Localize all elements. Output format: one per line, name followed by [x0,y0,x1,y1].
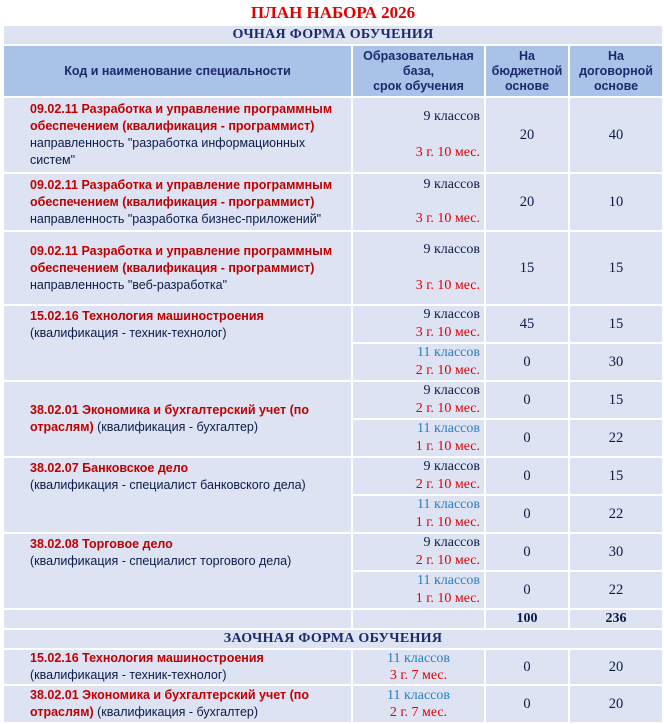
budget-cell: 0 [485,457,569,495]
part-time-section-title: ЗАОЧНАЯ ФОРМА ОБУЧЕНИЯ [3,629,663,649]
total-contract: 236 [569,609,663,629]
contract-cell: 15 [569,381,663,419]
base-cell: 11 классов 1 г. 10 мес. [352,495,485,533]
budget-cell: 0 [485,419,569,457]
budget-cell: 0 [485,343,569,381]
contract-cell: 15 [569,305,663,343]
table-row [3,685,663,723]
base-cell: 9 классов 3 г. 10 мес. [352,231,485,305]
base-cell: 9 классов 3 г. 10 мес. [352,305,485,343]
contract-cell: 22 [569,571,663,609]
page-title: ПЛАН НАБОРА 2026 [3,1,663,25]
budget-cell: 0 [485,649,569,685]
header-base: Образовательная база, срок обучения [352,45,485,97]
base-cell: 11 классов 2 г. 10 мес. [352,343,485,381]
base-cell: 9 классов 2 г. 10 мес. [352,533,485,571]
total-budget: 100 [485,609,569,629]
table-row [3,533,663,571]
specialty-cell: 09.02.11 Разработка и управление программным обеспечением (квалификация - программист) направленность "разработка информационных систем" [3,97,352,173]
budget-cell: 0 [485,571,569,609]
table-row [3,305,663,343]
budget-cell: 0 [485,495,569,533]
budget-cell: 45 [485,305,569,343]
contract-cell: 20 [569,649,663,685]
budget-cell: 0 [485,381,569,419]
base-cell: 11 классов 1 г. 10 мес. [352,419,485,457]
table-row [3,381,663,419]
budget-cell: 15 [485,231,569,305]
contract-cell: 40 [569,97,663,173]
header-budget: На бюджетной основе [485,45,569,97]
specialty-cell: 09.02.11 Разработка и управление программным обеспечением (квалификация - программист) направленность "веб-разработка" [3,231,352,305]
specialty-cell: 38.02.01 Экономика и бухгалтерский учет (по отраслям) (квалификация - бухгалтер) [3,685,352,723]
contract-cell: 22 [569,495,663,533]
base-cell: 9 классов 3 г. 10 мес. [352,173,485,231]
specialty-cell: 15.02.16 Технология машиностроения (квалификация - техник-технолог) [3,305,352,381]
full-time-section-title: ОЧНАЯ ФОРМА ОБУЧЕНИЯ [3,25,663,45]
table-row [3,231,663,305]
contract-cell: 15 [569,231,663,305]
contract-cell: 10 [569,173,663,231]
base-cell: 9 классов 2 г. 10 мес. [352,457,485,495]
specialty-cell: 09.02.11 Разработка и управление программным обеспечением (квалификация - программист) направленность "разработка бизнес-приложений" [3,173,352,231]
specialty-cell: 38.02.07 Банковское дело (квалификация - специалист банковского дела) [3,457,352,533]
contract-cell: 20 [569,685,663,723]
table-row [3,649,663,685]
contract-cell: 15 [569,457,663,495]
header-specialty: Код и наименование специальности [3,45,352,97]
admission-plan-table [2,0,664,724]
contract-cell: 30 [569,343,663,381]
budget-cell: 0 [485,533,569,571]
specialty-cell: 38.02.08 Торговое дело (квалификация - специалист торгового дела) [3,533,352,609]
base-cell: 11 классов 3 г. 7 мес. [352,649,485,685]
table-row [3,97,663,173]
base-cell: 11 классов 1 г. 10 мес. [352,571,485,609]
specialty-cell: 38.02.01 Экономика и бухгалтерский учет (по отраслям) (квалификация - бухгалтер) [3,381,352,457]
contract-cell: 30 [569,533,663,571]
base-cell: 9 классов 2 г. 10 мес. [352,381,485,419]
table-row [3,173,663,231]
budget-cell: 20 [485,97,569,173]
header-contract: На договорной основе [569,45,663,97]
budget-cell: 0 [485,685,569,723]
table-row [3,457,663,495]
budget-cell: 20 [485,173,569,231]
specialty-cell: 15.02.16 Технология машиностроения (квалификация - техник-технолог) [3,649,352,685]
base-cell: 9 классов 3 г. 10 мес. [352,97,485,173]
totals-row [3,609,663,629]
contract-cell: 22 [569,419,663,457]
base-cell: 11 классов 2 г. 7 мес. [352,685,485,723]
